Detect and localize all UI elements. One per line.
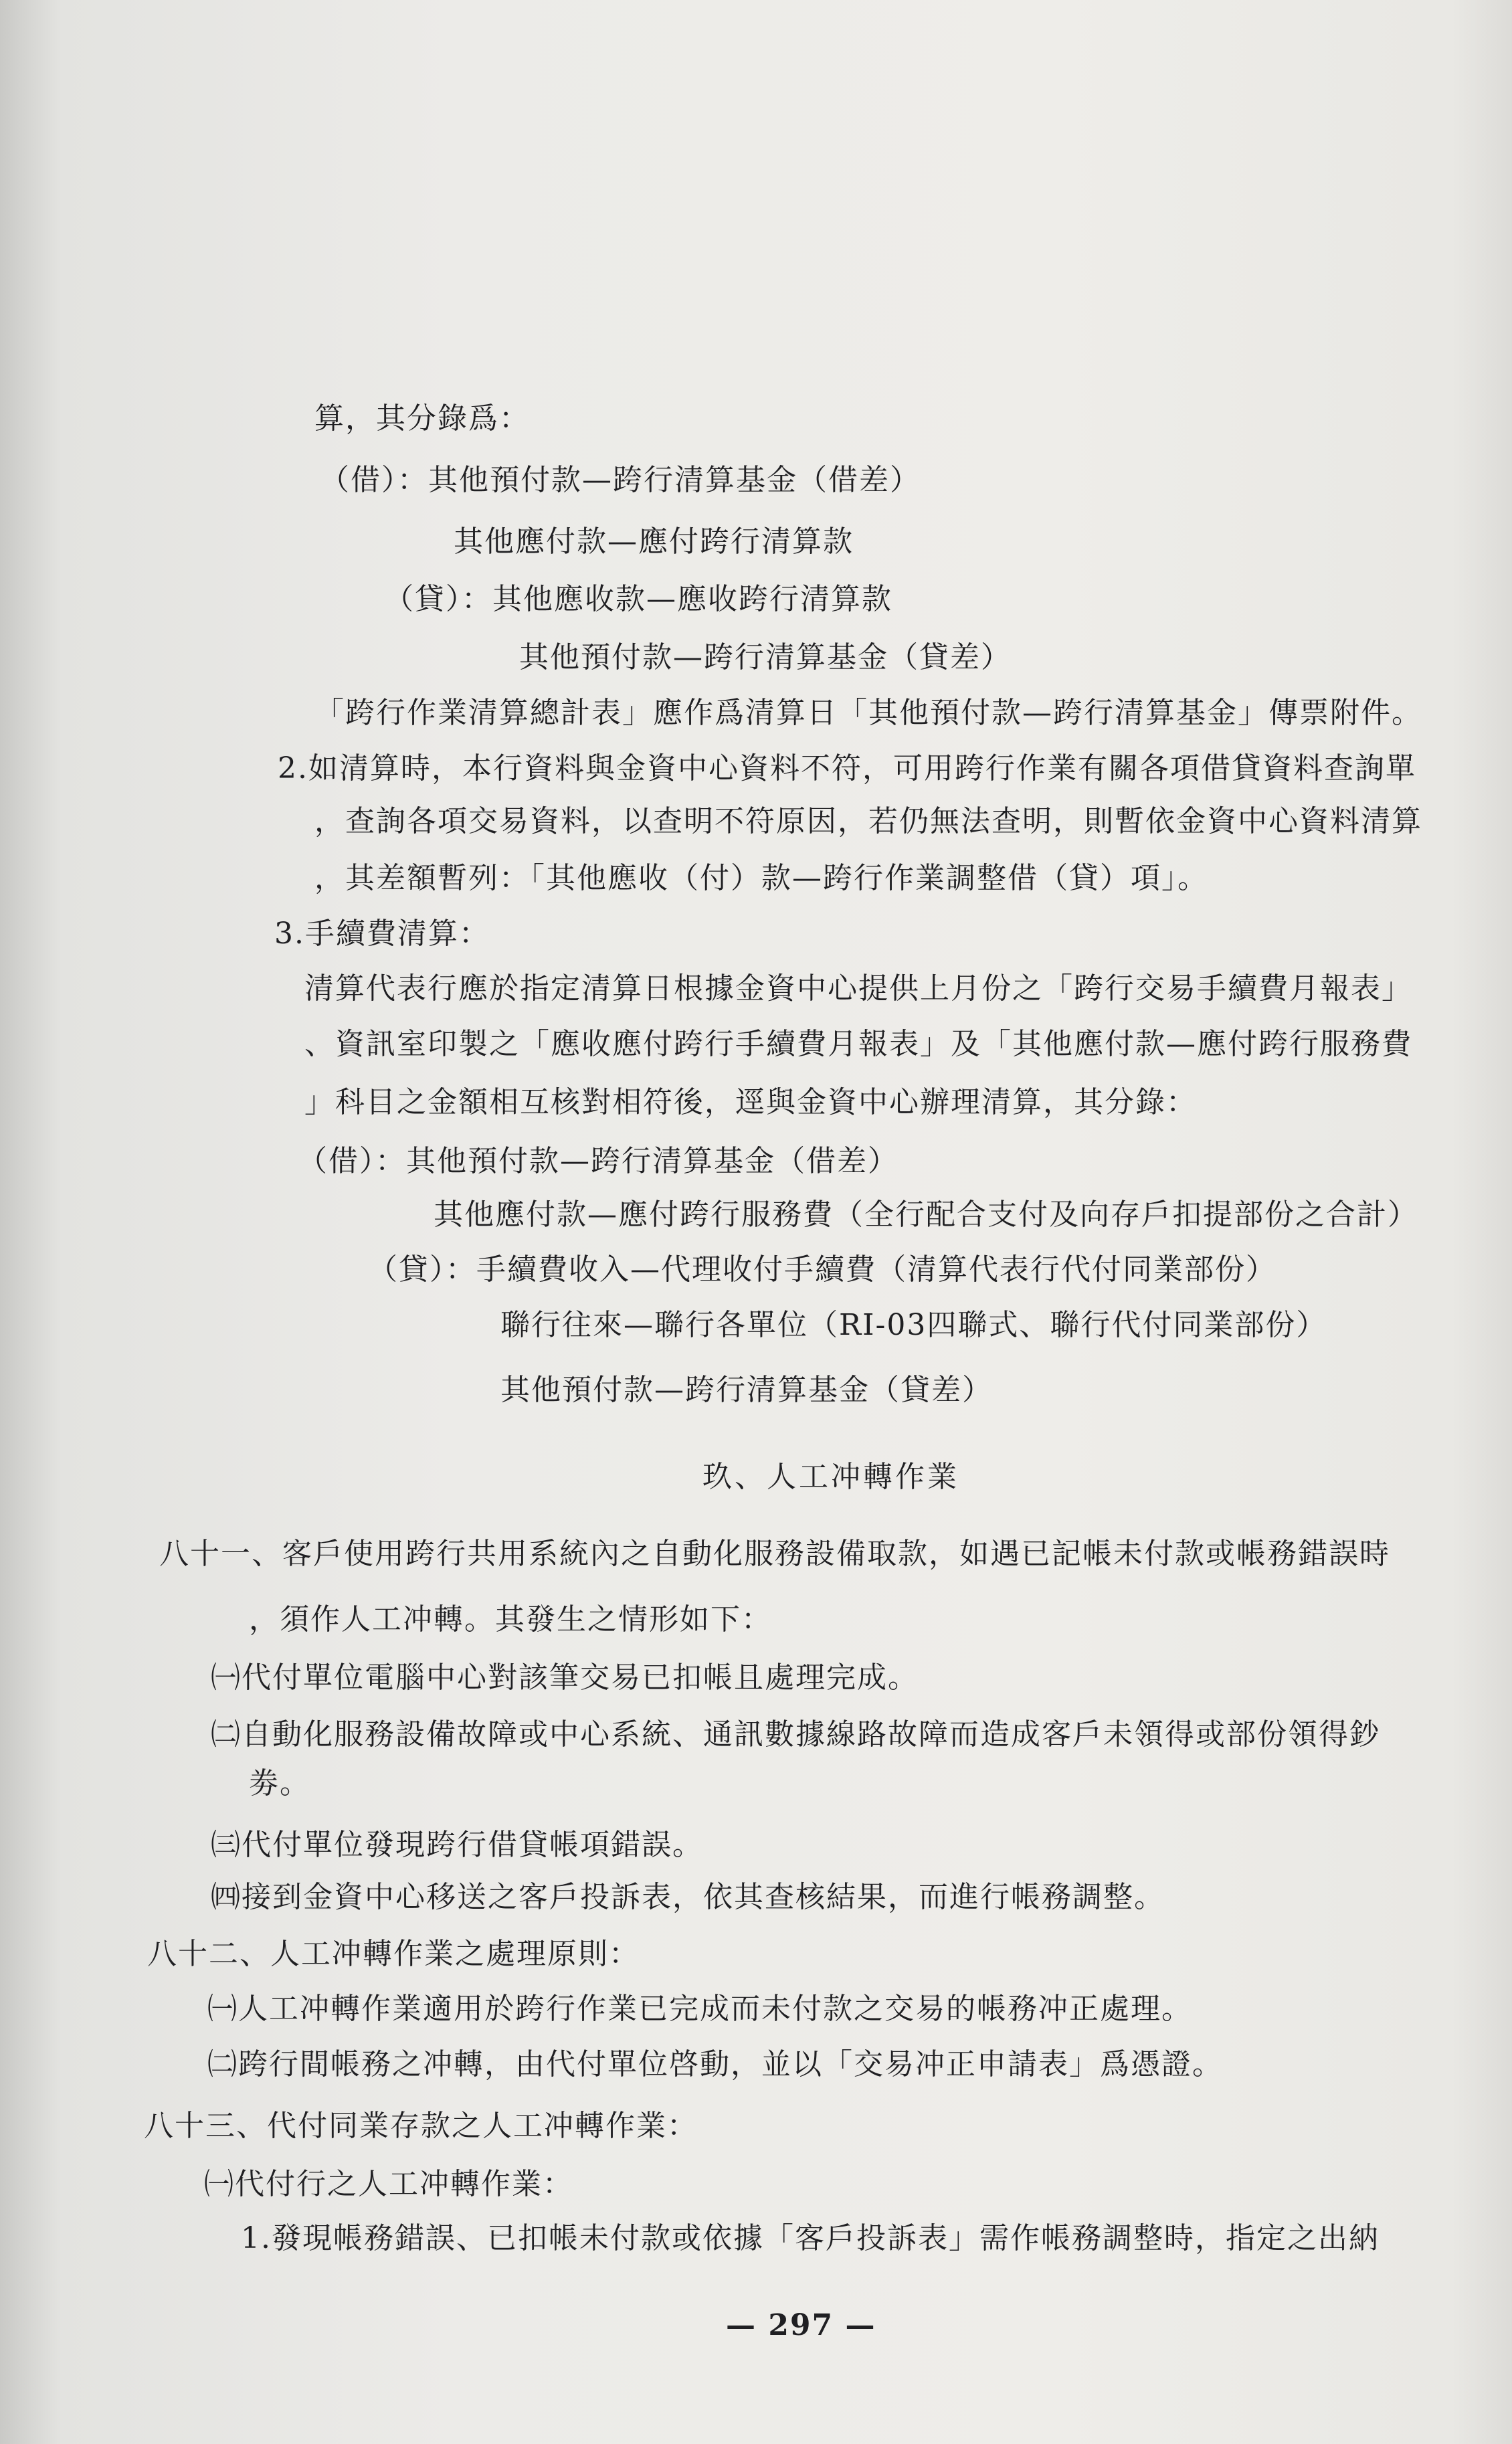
journal-debit-line: 其他應付款—應付跨行服務費（全行配合支付及向存戶扣提部份之合計） [434, 1198, 1418, 1232]
text-line: 、資訊室印製之「應收應付跨行手續費月報表」及「其他應付款—應付跨行服務費 [304, 1027, 1412, 1061]
article-line: 八十一、客戶使用跨行共用系統內之自動化服務設備取款，如遇已記帳未付款或帳務錯誤時 [159, 1537, 1390, 1571]
journal-debit-line: （借）：其他預付款—跨行清算基金（借差） [320, 463, 921, 497]
journal-credit-line: 其他預付款—跨行清算基金（貸差） [519, 640, 1012, 674]
text-line: 劵。 [249, 1766, 310, 1800]
journal-debit-line: 其他應付款—應付跨行清算款 [454, 525, 854, 559]
list-item: 1.發現帳務錯誤、已扣帳未付款或依據「客戶投訴表」需作帳務調整時，指定之出納 [241, 2221, 1380, 2255]
text-line: ，其差額暫列：「其他應收（付）款—跨行作業調整借（貸）項」。 [314, 861, 1208, 895]
text-line: 「跨行作業清算總計表」應作爲清算日「其他預付款—跨行清算基金」傳票附件。 [314, 696, 1422, 730]
text-line: 清算代表行應於指定清算日根據金資中心提供上月份之「跨行交易手續費月報表」 [304, 971, 1412, 1006]
journal-debit-line: （借）：其他預付款—跨行清算基金（借差） [298, 1144, 899, 1178]
journal-credit-line: 其他預付款—跨行清算基金（貸差） [500, 1373, 993, 1407]
page-number: — 297 — [726, 2308, 876, 2342]
list-item: 3.手續費清算： [274, 917, 490, 951]
text-line: ，查詢各項交易資料，以查明不符原因，若仍無法查明，則暫依金資中心資料清算 [314, 804, 1422, 838]
journal-credit-line: 聯行往來—聯行各單位（RI-03四聯式、聯行代付同業部份） [500, 1308, 1327, 1342]
text-line: 算，其分錄爲： [314, 401, 530, 436]
list-item: ㈣接到金資中心移送之客戶投訴表，依其查核結果，而進行帳務調整。 [211, 1880, 1165, 1914]
list-item: ㈡自動化服務設備故障或中心系統、通訊數據線路故障而造成客戶未領得或部份領得鈔 [211, 1717, 1380, 1752]
article-line: 八十三、代付同業存款之人工冲轉作業： [144, 2109, 698, 2143]
list-item: ㈡跨行間帳務之冲轉，由代付單位啓動，並以「交易冲正申請表」爲憑證。 [207, 2047, 1223, 2081]
list-item: ㈠代付單位電腦中心對該筆交易已扣帳且處理完成。 [211, 1661, 919, 1695]
article-line: 八十二、人工冲轉作業之處理原則： [147, 1937, 640, 1971]
list-item: ㈢代付單位發現跨行借貸帳項錯誤。 [211, 1828, 703, 1862]
text-line: ，須作人工冲轉。其發生之情形如下： [249, 1602, 772, 1636]
journal-credit-line: （貸）：手續費收入—代理收付手續費（清算代表行代付同業部份） [368, 1252, 1277, 1287]
list-item: ㈠人工冲轉作業適用於跨行作業已完成而未付款之交易的帳務冲正處理。 [207, 1992, 1192, 2026]
section-heading: 玖、人工冲轉作業 [702, 1460, 959, 1494]
text-line: 」科目之金額相互核對相符後，逕與金資中心辦理清算，其分錄： [304, 1085, 1197, 1119]
list-item: ㈠代付行之人工冲轉作業： [204, 2167, 573, 2201]
list-item: 2.如清算時，本行資料與金資中心資料不符，可用跨行作業有關各項借貸資料查詢單 [278, 751, 1416, 785]
journal-credit-line: （貸）：其他應收款—應收跨行清算款 [384, 582, 892, 616]
page-edge-shadow [1452, 0, 1512, 2444]
